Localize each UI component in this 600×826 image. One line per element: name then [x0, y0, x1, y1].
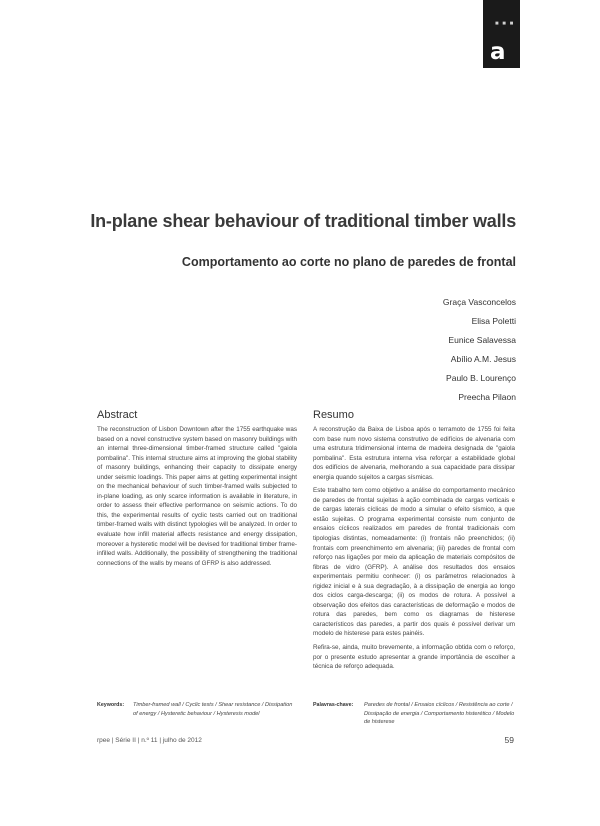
keywords-label: Keywords: — [97, 702, 125, 708]
resumo-paragraph: Este trabalho tem como objetivo a análise do comportamento mecânico de paredes de frontal sujeitas à ação combinada de cargas verticais e de cargas laterais cíclicas de modo a simular o efeito sísmico, a que estão sujeitas. O programa experimental consiste num conjunto de ensaios cíclicos realizados em paredes de frontal tradicionais com tipologias distintas, nomeadamente: (i) frontais não preenchidos; (ii) frontais com preenchimento em alvenaria; (iii) paredes de frontal com reforço nas ligações por meio da aplicação de materiais compósitos de fibras de vidro (GFRP). A análise dos resultados dos ensaios experimentais permitiu conhecer: (i) os parâmetros relacionados à rigidez inicial e à sua degradação, à a dissipação de energia ao longo dos ciclos carga-descarga; (ii) os modos de rotura. A possível a observação dos efeitos das características de deformação e modos de rotura das paredes, bem como os diagramas de histerese característicos das paredes, a partir dos quais é possível derivar um modelo de histerese para estes painéis. — [313, 487, 515, 638]
keywords-text: Timber-framed wall / Cyclic tests / Shear resistance / Dissipation of energy / Hysteretic behaviour / Hysteresis model — [133, 702, 293, 717]
author-name: Eunice Salavessa — [448, 335, 516, 345]
author-name: Preecha Pilaon — [458, 392, 516, 402]
page-number: 59 — [504, 735, 514, 745]
journal-logo — [483, 0, 520, 68]
paper-title: In-plane shear behaviour of traditional timber walls — [90, 211, 516, 231]
author-list — [443, 293, 516, 407]
logo-letter: a — [490, 39, 506, 65]
abstract-paragraph: The reconstruction of Lisbon Downtown after the 1755 earthquake was based on a novel constructive system based on masonry buildings with an internal three-dimensional timber-framed structure called "gaiola pombalina". This internal structure aims at improving the global stability of masonry buildings, enhancing their capacity to dissipate energy under seismic loadings. This paper aims at getting experimental insight on the mechanical behaviour of such timber-framed walls subjected to in-plane loading, as only scarce information is available in literature, in order to assess their effective performance on seismic actions. To do this, the experimental results of cyclic tests carried out on traditional timber-framed walls with distinct typologies will be analyzed. In order to evaluate how infill material affects resistance and energy dissipation, moreover a hysteretic model will be devised for traditional timber frame-infilled walls. Additionally, the possibility of strengthening the traditional connections of the walls by means of GFRP is also addressed. — [97, 426, 297, 567]
author-name: Abílio A.M. Jesus — [450, 354, 516, 364]
abstract-body — [97, 425, 297, 572]
author-name: Graça Vasconcelos — [442, 297, 516, 307]
author-name: Paulo B. Lourenço — [446, 373, 516, 383]
resumo-paragraph: A reconstrução da Baixa de Lisboa após o terramoto de 1755 foi feita com base num novo sistema construtivo de edifícios de alvenaria com uma estrutura tridimensional interna de madeira designada de "gaiola pombalina". Esta estrutura interna visa reforçar a estabilidade global dos edifícios de alvenaria, melhorando a sua capacidade para dissipar energia quando sujeitos a cargas sísmicas. — [313, 426, 515, 481]
logo-dots: ■ ■ ■ — [495, 21, 515, 27]
author-name: Elisa Poletti — [471, 316, 516, 326]
abstract-heading: Abstract — [97, 409, 138, 421]
paper-subtitle: Comportamento ao corte no plano de paredes de frontal — [181, 255, 516, 269]
resumo-paragraph: Refira-se, ainda, muito brevemente, a informação obtida com o reforço, por o presente estudo apresentar a grande importância de escolher a técnica de reforço adequada. — [313, 644, 515, 671]
resumo-heading: Resumo — [313, 409, 354, 421]
palavras-chave-text: Paredes de frontal / Ensaios cíclicos / Resistência ao corte / Dissipação de energia / Comportamento histerético / Modelo de histerese — [364, 702, 515, 725]
palavras-chave-label: Palavras-chave: — [313, 702, 354, 708]
journal-footer: rpee | Série II | n.º 11 | julho de 2012 — [97, 737, 202, 744]
resumo-body — [313, 425, 515, 676]
